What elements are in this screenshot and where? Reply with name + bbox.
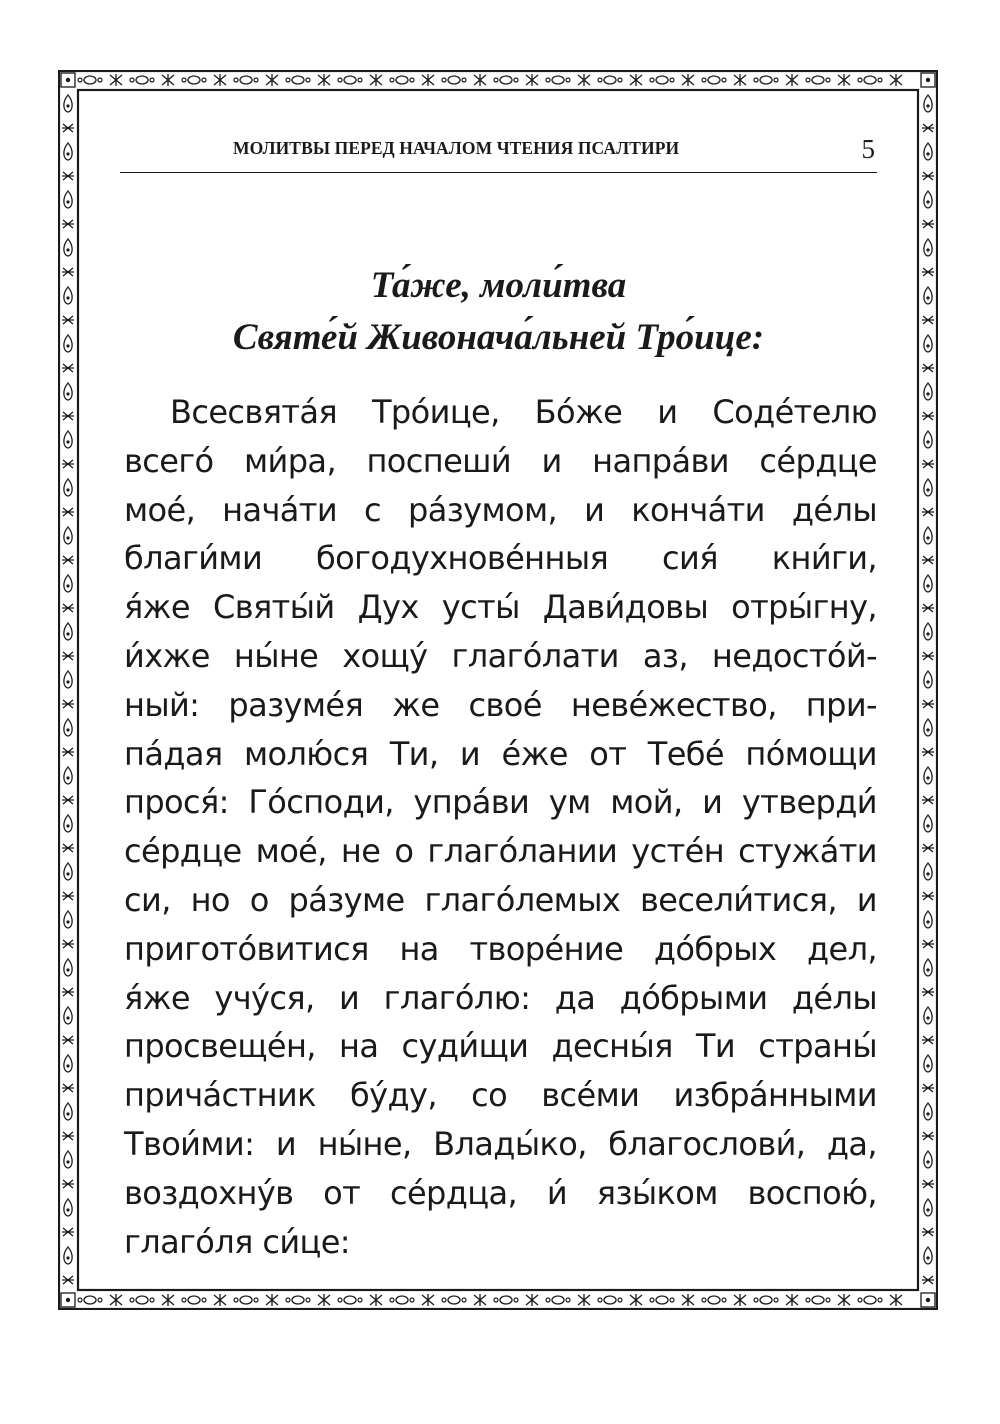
prayer-line: воздохну́в от се́рдца, и́ язы́ком воспою́,: [124, 1173, 877, 1212]
prayer-line: прося́: Го́споди, упра́ви ум мой, и утверди́: [124, 783, 877, 822]
prayer-line: и́хже ны́не хощу́ глаго́лати аз, недосто́й-: [124, 636, 877, 675]
prayer-line: Твои́ми: и ны́не, Влады́ко, благослови́, да,: [124, 1124, 877, 1163]
prayer-line: Всесвята́я Тро́ице, Бо́же и Соде́телю: [170, 393, 877, 431]
prayer-line: па́дая молю́ся Ти, и е́же от Тебе́ по́мощи: [124, 734, 877, 773]
page-number: 5: [861, 134, 875, 164]
running-title: МОЛИТВЫ ПЕРЕД НАЧАЛОМ ЧТЕНИЯ ПСАЛТИРИ: [233, 138, 680, 158]
prayer-line: си, но о ра́зуме глаго́лемых весели́тися, и: [124, 880, 877, 919]
prayer-line: я́же Святы́й Дух усты́ Дави́довы отры́гну,: [124, 588, 877, 627]
prayer-line: просвеще́н, на суди́щи десны́я Ти страны́: [124, 1027, 877, 1066]
prayer-line: се́рдце мое́, не о глаго́лании усте́н стужа́ти: [124, 832, 877, 871]
prayer-line: глаго́ля си́це:: [124, 1222, 350, 1261]
running-header: [120, 134, 877, 173]
prayer-line: благи́ми богодухнове́нныя сия́ кни́ги,: [124, 539, 877, 578]
prayer-line: я́же учу́ся, и глаго́лю: да до́брыми де́лы: [124, 978, 877, 1017]
prayer-line: всего́ ми́ра, поспеши́ и напра́ви се́рдце: [124, 441, 877, 480]
prayer-line: прича́стник бу́ду, со все́ми избра́нными: [124, 1076, 877, 1115]
prayer-heading-line-2: Святе́й Живонача́льней Тро́ице:: [232, 317, 765, 358]
prayer-text: [124, 388, 877, 1266]
prayer-line: мое́, нача́ти с ра́зумом, и конча́ти де́лы: [124, 490, 877, 529]
prayer-line: ный: разуме́я же свое́ неве́жество, при-: [124, 685, 877, 724]
prayer-line: пригото́витися на творе́ние до́брых дел,: [124, 929, 877, 968]
prayer-heading-line-1: Та́же, моли́тва: [370, 265, 627, 306]
